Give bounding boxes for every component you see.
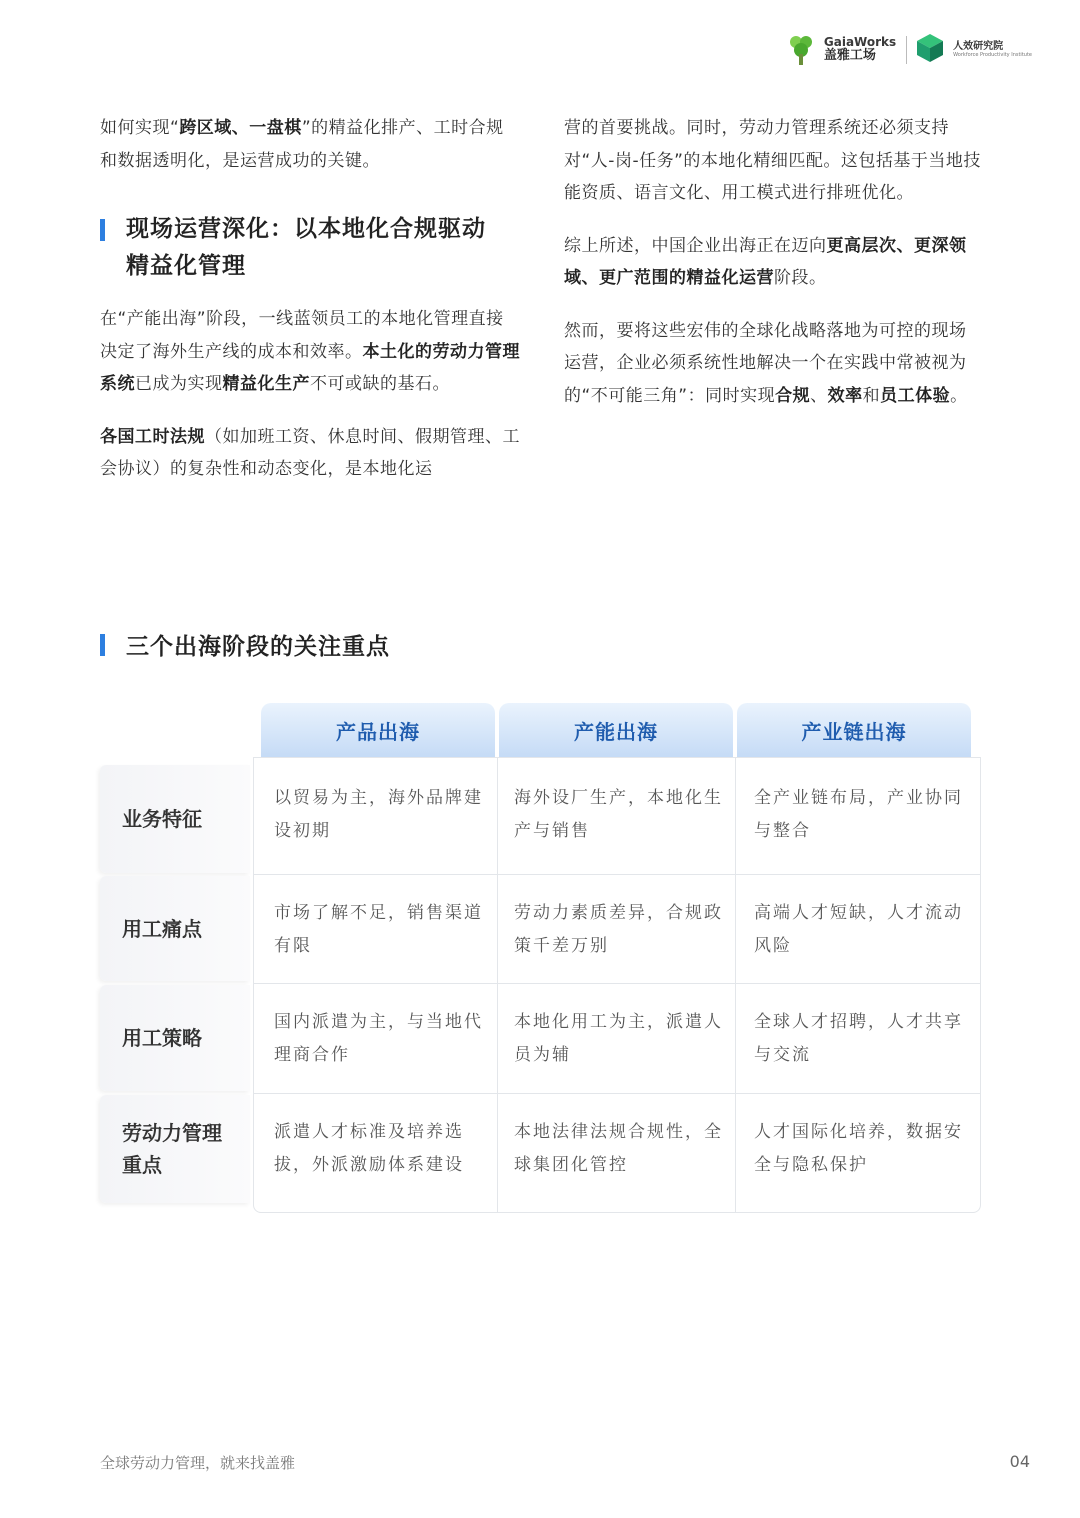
table-cell: 海外设厂生产，本地化生产与销售 <box>514 788 723 841</box>
stages-table <box>100 703 982 1215</box>
table-cell: 人才国际化培养，数据安全与隐私保护 <box>754 1122 963 1175</box>
row-divider <box>253 1093 981 1094</box>
paragraph: 如何实现“跨区域、一盘棋”的精益化排产、工时合规和数据透明化，是运营成功的关键。 <box>100 118 504 171</box>
institute-en: Workforce Productivity Institute <box>953 51 1032 58</box>
row-divider <box>253 983 981 984</box>
paragraph: 综上所述，中国企业出海正在迈向更高层次、更深领域、更广范围的精益化运营阶段。 <box>564 235 967 288</box>
column-divider <box>497 757 498 1213</box>
row-label: 用工痛点 <box>100 876 250 981</box>
footer-slogan: 全球劳动力管理，就来找盖雅 <box>100 1454 296 1472</box>
section-marker <box>100 219 105 241</box>
row-label: 业务特征 <box>100 765 250 873</box>
row-label: 劳动力管理重点 <box>100 1095 250 1203</box>
column-header: 产能出海 <box>499 703 733 757</box>
logo-divider <box>906 36 907 64</box>
row-label: 用工策略 <box>100 985 250 1091</box>
gaiaworks-logo-icon <box>788 34 814 66</box>
row-divider <box>253 874 981 875</box>
section-marker <box>100 634 105 656</box>
table-cell: 以贸易为主，海外品牌建设初期 <box>274 788 483 841</box>
table-cell: 劳动力素质差异，合规政策千差万别 <box>514 903 723 956</box>
header-logos <box>788 34 1032 66</box>
table-cell: 国内派遣为主，与当地代理商合作 <box>274 1012 483 1065</box>
table-cell: 全球人才招聘，人才共享与交流 <box>754 1012 963 1065</box>
table-cell: 本地法律法规合规性，全球集团化管控 <box>514 1122 723 1175</box>
section-title: 现场运营深化：以本地化合规驱动 精益化管理 <box>100 211 520 285</box>
right-column <box>564 112 982 432</box>
paragraph: 然而，要将这些宏伟的全球化战略落地为可控的现场运营，企业必须系统性地解决一个在实践中常被视为的“不可能三角”：同时实现合规、效率和员工体验。 <box>564 320 968 406</box>
table-cell: 派遣人才标准及培养选拔，外派激励体系建设 <box>274 1122 464 1175</box>
institute-cn: 人效研究院 <box>953 41 1004 53</box>
page-number: 04 <box>1009 1452 1030 1471</box>
left-column <box>100 112 520 506</box>
paragraph: 营的首要挑战。同时，劳动力管理系统还必须支持对“人-岗-任务”的本地化精细匹配。这包括基于当地技能资质、语言文化、用工模式进行排班优化。 <box>564 118 981 203</box>
table-cell: 全产业链布局，产业协同与整合 <box>754 788 963 841</box>
paragraph: 在“产能出海”阶段，一线蓝领员工的本地化管理直接决定了海外生产线的成本和效率。本土化的劳动力管理系统已成为实现精益化生产不可或缺的基石。 <box>100 309 520 394</box>
table-cell: 本地化用工为主，派遣人员为辅 <box>514 1012 723 1065</box>
table-cell: 市场了解不足，销售渠道有限 <box>274 903 483 956</box>
paragraph: 各国工时法规（如加班工资、休息时间、假期管理、工会协议）的复杂性和动态变化，是本地化运 <box>100 426 520 479</box>
table-cell: 高端人才短缺，人才流动风险 <box>754 903 963 956</box>
gaiaworks-en: GaiaWorks <box>823 35 897 50</box>
table-title: 三个出海阶段的关注重点 <box>100 628 390 661</box>
institute-logo-icon <box>917 34 943 66</box>
gaiaworks-cn: 盖雅工场 <box>823 48 876 64</box>
column-header: 产品出海 <box>261 703 495 757</box>
column-header: 产业链出海 <box>737 703 971 757</box>
column-divider <box>735 757 736 1213</box>
